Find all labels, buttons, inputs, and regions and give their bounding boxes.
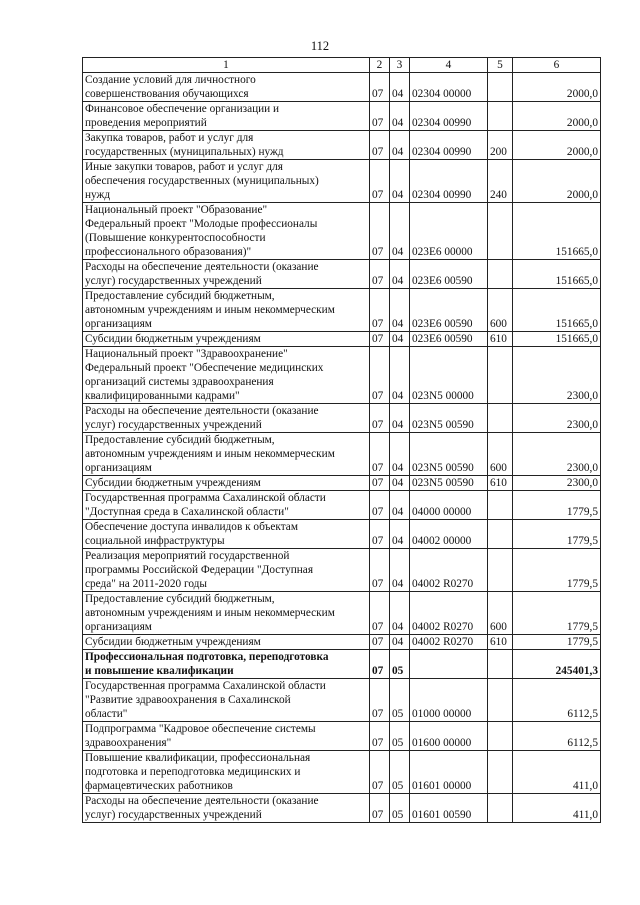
table-row xyxy=(83,635,601,650)
table-row xyxy=(83,491,601,520)
row-subsection-cell: 04 xyxy=(390,635,410,650)
row-subsection-cell: 05 xyxy=(390,794,410,823)
column-number-row xyxy=(83,58,601,73)
row-section-cell: 07 xyxy=(370,260,390,289)
column-number: 6 xyxy=(513,58,601,73)
row-section-cell: 07 xyxy=(370,203,390,260)
row-subsection-cell: 05 xyxy=(390,751,410,794)
row-article-cell: 023E6 00590 xyxy=(410,332,488,347)
row-amount-cell: 2300,0 xyxy=(513,433,601,476)
row-section-cell: 07 xyxy=(370,592,390,635)
row-amount-cell: 2000,0 xyxy=(513,160,601,203)
table-row xyxy=(83,722,601,751)
row-expense-kind-cell: 600 xyxy=(488,592,513,635)
table-row xyxy=(83,794,601,823)
table-row xyxy=(83,332,601,347)
row-amount-cell: 6112,5 xyxy=(513,679,601,722)
row-name-cell: Расходы на обеспечение деятельности (оказание услуг) государственных учреждений xyxy=(83,404,370,433)
row-name-cell: Закупка товаров, работ и услуг для государственных (муниципальных) нужд xyxy=(83,131,370,160)
table-row xyxy=(83,131,601,160)
table-row xyxy=(83,102,601,131)
row-name-cell: Субсидии бюджетным учреждениям xyxy=(83,635,370,650)
row-subsection-cell: 04 xyxy=(390,203,410,260)
page-number: 112 xyxy=(310,39,330,53)
row-section-cell: 07 xyxy=(370,476,390,491)
row-article-cell: 01600 00000 xyxy=(410,722,488,751)
table-row xyxy=(83,73,601,102)
row-subsection-cell: 04 xyxy=(390,160,410,203)
row-subsection-cell: 04 xyxy=(390,131,410,160)
row-subsection-cell: 04 xyxy=(390,520,410,549)
row-section-cell: 07 xyxy=(370,160,390,203)
row-expense-kind-cell xyxy=(488,73,513,102)
row-name-cell: Предоставление субсидий бюджетным, автономным учреждениям и иным некоммерческим организациям xyxy=(83,289,370,332)
row-section-cell: 07 xyxy=(370,347,390,404)
row-section-cell: 07 xyxy=(370,549,390,592)
row-amount-cell: 151665,0 xyxy=(513,260,601,289)
table-row xyxy=(83,203,601,260)
row-subsection-cell: 04 xyxy=(390,476,410,491)
row-amount-cell: 6112,5 xyxy=(513,722,601,751)
row-name-cell: Расходы на обеспечение деятельности (оказание услуг) государственных учреждений xyxy=(83,260,370,289)
row-amount-cell: 1779,5 xyxy=(513,592,601,635)
row-name-cell: Создание условий для личностного совершенствования обучающихся xyxy=(83,73,370,102)
row-article-cell: 023E6 00000 xyxy=(410,203,488,260)
table-row xyxy=(83,260,601,289)
row-article-cell: 01601 00590 xyxy=(410,794,488,823)
row-subsection-cell: 04 xyxy=(390,491,410,520)
row-name-cell: Профессиональная подготовка, переподготовка и повышение квалификации xyxy=(83,650,370,679)
row-expense-kind-cell xyxy=(488,679,513,722)
row-amount-cell: 1779,5 xyxy=(513,520,601,549)
row-name-cell: Субсидии бюджетным учреждениям xyxy=(83,332,370,347)
row-article-cell: 02304 00990 xyxy=(410,131,488,160)
table-row xyxy=(83,549,601,592)
row-name-cell: Иные закупки товаров, работ и услуг для обеспечения государственных (муниципальных) нужд xyxy=(83,160,370,203)
row-section-cell: 07 xyxy=(370,635,390,650)
budget-table xyxy=(82,57,601,823)
column-number: 3 xyxy=(390,58,410,73)
row-subsection-cell: 04 xyxy=(390,433,410,476)
row-section-cell: 07 xyxy=(370,794,390,823)
row-name-cell: Обеспечение доступа инвалидов к объектам социальной инфраструктуры xyxy=(83,520,370,549)
column-number: 1 xyxy=(83,58,370,73)
row-section-cell: 07 xyxy=(370,520,390,549)
row-name-cell: Субсидии бюджетным учреждениям xyxy=(83,476,370,491)
row-expense-kind-cell: 200 xyxy=(488,131,513,160)
row-amount-cell: 151665,0 xyxy=(513,332,601,347)
row-subsection-cell: 05 xyxy=(390,650,410,679)
row-amount-cell: 1779,5 xyxy=(513,635,601,650)
row-amount-cell: 1779,5 xyxy=(513,491,601,520)
table-row xyxy=(83,160,601,203)
row-article-cell: 02304 00990 xyxy=(410,160,488,203)
row-expense-kind-cell xyxy=(488,260,513,289)
row-article-cell: 04002 00000 xyxy=(410,520,488,549)
row-article-cell: 023N5 00590 xyxy=(410,433,488,476)
row-section-cell: 07 xyxy=(370,491,390,520)
row-name-cell: Предоставление субсидий бюджетным, автономным учреждениям и иным некоммерческим организациям xyxy=(83,433,370,476)
column-number: 2 xyxy=(370,58,390,73)
table-row xyxy=(83,347,601,404)
row-amount-cell: 151665,0 xyxy=(513,289,601,332)
row-section-cell: 07 xyxy=(370,289,390,332)
column-number: 5 xyxy=(488,58,513,73)
row-name-cell: Финансовое обеспечение организации и проведения мероприятий xyxy=(83,102,370,131)
row-name-cell: Повышение квалификации, профессиональная подготовка и переподготовка медицинских и фармацевтических работников xyxy=(83,751,370,794)
row-expense-kind-cell: 240 xyxy=(488,160,513,203)
row-section-cell: 07 xyxy=(370,433,390,476)
row-expense-kind-cell xyxy=(488,549,513,592)
row-expense-kind-cell xyxy=(488,102,513,131)
table-row xyxy=(83,650,601,679)
row-article-cell: 01601 00000 xyxy=(410,751,488,794)
row-name-cell: Расходы на обеспечение деятельности (оказание услуг) государственных учреждений xyxy=(83,794,370,823)
row-amount-cell: 2000,0 xyxy=(513,102,601,131)
row-expense-kind-cell xyxy=(488,520,513,549)
row-amount-cell: 411,0 xyxy=(513,751,601,794)
row-subsection-cell: 04 xyxy=(390,404,410,433)
row-section-cell: 07 xyxy=(370,722,390,751)
row-subsection-cell: 04 xyxy=(390,549,410,592)
row-name-cell: Реализация мероприятий государственной программы Российской Федерации "Доступная среда" на 2011-2020 годы xyxy=(83,549,370,592)
row-section-cell: 07 xyxy=(370,102,390,131)
row-expense-kind-cell xyxy=(488,751,513,794)
row-subsection-cell: 05 xyxy=(390,722,410,751)
row-article-cell: 023E6 00590 xyxy=(410,260,488,289)
row-expense-kind-cell xyxy=(488,203,513,260)
row-article-cell: 023N5 00590 xyxy=(410,476,488,491)
row-expense-kind-cell: 600 xyxy=(488,433,513,476)
row-name-cell: Подпрограмма "Кадровое обеспечение системы здравоохранения" xyxy=(83,722,370,751)
row-section-cell: 07 xyxy=(370,650,390,679)
row-expense-kind-cell xyxy=(488,347,513,404)
table-row xyxy=(83,520,601,549)
row-expense-kind-cell xyxy=(488,650,513,679)
row-article-cell xyxy=(410,650,488,679)
row-name-cell: Государственная программа Сахалинской области "Развитие здравоохранения в Сахалинской области" xyxy=(83,679,370,722)
row-amount-cell: 2300,0 xyxy=(513,404,601,433)
row-subsection-cell: 04 xyxy=(390,73,410,102)
row-subsection-cell: 04 xyxy=(390,332,410,347)
row-name-cell: Предоставление субсидий бюджетным, автономным учреждениям и иным некоммерческим организациям xyxy=(83,592,370,635)
row-section-cell: 07 xyxy=(370,679,390,722)
row-subsection-cell: 04 xyxy=(390,347,410,404)
row-amount-cell: 411,0 xyxy=(513,794,601,823)
column-number: 4 xyxy=(410,58,488,73)
row-article-cell: 02304 00000 xyxy=(410,73,488,102)
row-subsection-cell: 04 xyxy=(390,260,410,289)
row-amount-cell: 245401,3 xyxy=(513,650,601,679)
table-row xyxy=(83,433,601,476)
row-expense-kind-cell xyxy=(488,722,513,751)
row-expense-kind-cell: 610 xyxy=(488,332,513,347)
row-subsection-cell: 05 xyxy=(390,679,410,722)
row-amount-cell: 2300,0 xyxy=(513,347,601,404)
row-amount-cell: 2000,0 xyxy=(513,73,601,102)
row-article-cell: 04000 00000 xyxy=(410,491,488,520)
row-expense-kind-cell xyxy=(488,794,513,823)
table-row xyxy=(83,289,601,332)
row-amount-cell: 2000,0 xyxy=(513,131,601,160)
row-article-cell: 023E6 00590 xyxy=(410,289,488,332)
row-expense-kind-cell: 610 xyxy=(488,635,513,650)
row-expense-kind-cell xyxy=(488,404,513,433)
row-article-cell: 04002 R0270 xyxy=(410,549,488,592)
row-expense-kind-cell xyxy=(488,491,513,520)
row-amount-cell: 1779,5 xyxy=(513,549,601,592)
row-article-cell: 04002 R0270 xyxy=(410,635,488,650)
row-section-cell: 07 xyxy=(370,73,390,102)
row-subsection-cell: 04 xyxy=(390,289,410,332)
row-subsection-cell: 04 xyxy=(390,102,410,131)
table-row xyxy=(83,679,601,722)
table-row xyxy=(83,404,601,433)
row-article-cell: 02304 00990 xyxy=(410,102,488,131)
row-section-cell: 07 xyxy=(370,332,390,347)
row-amount-cell: 151665,0 xyxy=(513,203,601,260)
table-body xyxy=(83,73,601,823)
row-name-cell: Национальный проект "Образование" Федеральный проект "Молодые профессионалы (Повышение конкурентоспособности профессионального образования)" xyxy=(83,203,370,260)
table-row xyxy=(83,751,601,794)
row-article-cell: 023N5 00000 xyxy=(410,347,488,404)
row-amount-cell: 2300,0 xyxy=(513,476,601,491)
row-expense-kind-cell: 610 xyxy=(488,476,513,491)
row-expense-kind-cell: 600 xyxy=(488,289,513,332)
row-section-cell: 07 xyxy=(370,131,390,160)
row-subsection-cell: 04 xyxy=(390,592,410,635)
row-name-cell: Национальный проект "Здравоохранение" Федеральный проект "Обеспечение медицинских организаций системы здравоохранения квалифицированными кадрами" xyxy=(83,347,370,404)
row-section-cell: 07 xyxy=(370,404,390,433)
row-name-cell: Государственная программа Сахалинской области "Доступная среда в Сахалинской области" xyxy=(83,491,370,520)
table-row xyxy=(83,476,601,491)
row-article-cell: 023N5 00590 xyxy=(410,404,488,433)
table-row xyxy=(83,592,601,635)
row-article-cell: 01000 00000 xyxy=(410,679,488,722)
row-section-cell: 07 xyxy=(370,751,390,794)
row-article-cell: 04002 R0270 xyxy=(410,592,488,635)
